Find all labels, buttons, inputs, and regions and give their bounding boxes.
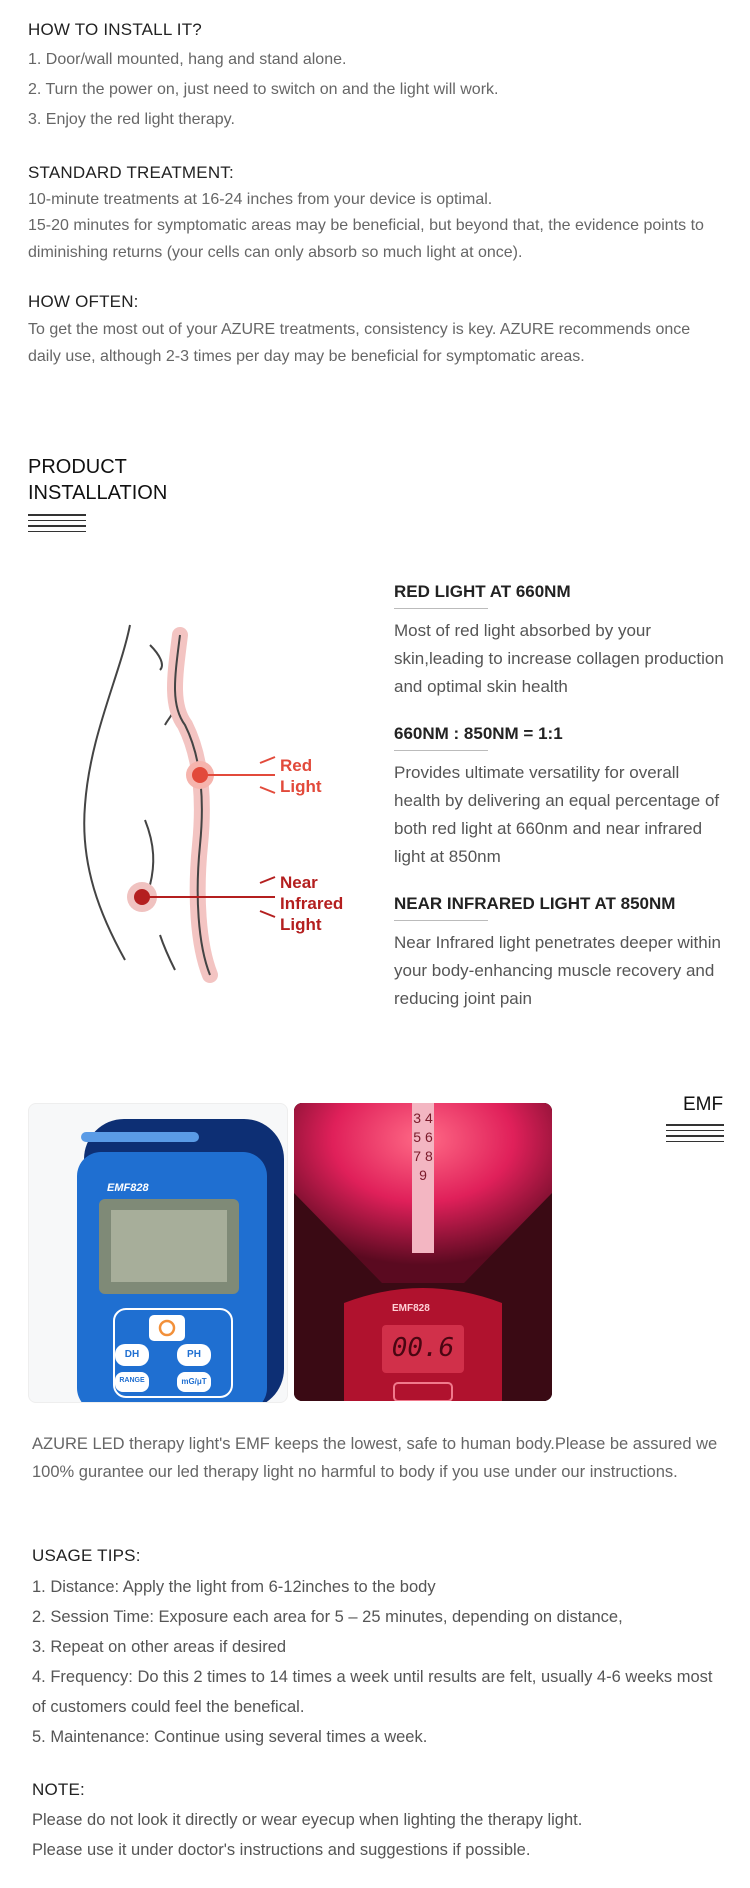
emf-title: EMF bbox=[683, 1094, 724, 1115]
usage-tip: 4. Frequency: Do this 2 times to 14 times a week until results are felt, usually 4-6 weeks most of customers could feel the benefical. bbox=[32, 1668, 713, 1716]
meter-reading: 00.6 bbox=[391, 1333, 455, 1363]
feature-divider bbox=[394, 920, 488, 921]
nir-light-label-line: Near bbox=[280, 873, 318, 892]
meter-brand: EMF828 bbox=[392, 1303, 430, 1314]
nir-light-label-line: Infrared bbox=[280, 894, 344, 913]
usage-tip: 5. Maintenance: Continue using several times a week. bbox=[32, 1728, 428, 1746]
feature-text: Provides ultimate versatility for overall health by delivering an equal percentage of both red light at 660nm and near infrared light at 850nm bbox=[394, 763, 720, 866]
feature-title: NEAR INFRARED LIGHT AT 850NM bbox=[394, 894, 676, 913]
meter-button-label: PH bbox=[187, 1349, 201, 1360]
feature-text: Most of red light absorbed by your skin,leading to increase collagen production and optimal skin health bbox=[394, 621, 724, 696]
feature-divider bbox=[394, 750, 488, 751]
usage-tip: 3. Repeat on other areas if desired bbox=[32, 1638, 287, 1656]
red-light-label-line: Red bbox=[280, 756, 313, 775]
feature-divider bbox=[394, 608, 488, 609]
install-step: 3. Enjoy the red light therapy. bbox=[28, 111, 235, 128]
feature-title: 660NM : 850NM = 1:1 bbox=[394, 724, 563, 743]
feature-text: Near Infrared light penetrates deeper within your body-enhancing muscle recovery and reducing joint pain bbox=[394, 933, 721, 1008]
usage-heading: USAGE TIPS: bbox=[32, 1546, 141, 1565]
red-light-label-line: Light bbox=[280, 777, 322, 796]
feature-nir bbox=[394, 894, 724, 1013]
emf-text: AZURE LED therapy light's EMF keeps the lowest, safe to human body.Please be assured we 100% gurantee our led therapy light no harmful to body if you use under our instructions. bbox=[32, 1435, 718, 1481]
note-lines bbox=[32, 1805, 722, 1865]
body-diagram bbox=[70, 615, 380, 990]
note-line: Please use it under doctor's instructions and suggestions if possible. bbox=[32, 1841, 531, 1859]
often-text: To get the most out of your AZURE treatments, consistency is key. AZURE recommends once daily use, although 2-3 times per day may be beneficial for symptomatic areas. bbox=[28, 321, 691, 365]
feature-ratio bbox=[394, 724, 724, 871]
note-heading: NOTE: bbox=[32, 1780, 85, 1799]
meter-button-label: RANGE bbox=[119, 1377, 145, 1384]
install-step: 1. Door/wall mounted, hang and stand alone. bbox=[28, 51, 347, 68]
meter-button-label: DH bbox=[124, 1349, 140, 1360]
meter-brand: EMF828 bbox=[107, 1182, 149, 1194]
install-heading: HOW TO INSTALL IT? bbox=[28, 20, 202, 39]
nir-light-label-line: Light bbox=[280, 915, 322, 934]
ruler-digits: 3 4 5 6 7 8 9 bbox=[413, 1110, 433, 1183]
feature-title: RED LIGHT AT 660NM bbox=[394, 582, 571, 601]
stripes-icon bbox=[666, 1124, 724, 1146]
red-light-label bbox=[280, 755, 322, 797]
installation-title-line: INSTALLATION bbox=[28, 482, 168, 504]
usage-tip: 2. Session Time: Exposure each area for 5 – 25 minutes, depending on distance, bbox=[32, 1608, 623, 1626]
nir-light-label bbox=[280, 872, 343, 935]
meter-button-label: mG/μT bbox=[181, 1377, 207, 1386]
emf-meter-svg bbox=[29, 1104, 287, 1402]
emf-meter-photo bbox=[28, 1103, 288, 1403]
feature-red bbox=[394, 582, 724, 701]
usage-tips bbox=[32, 1572, 722, 1752]
install-step: 2. Turn the power on, just need to switch on and the light will work. bbox=[28, 81, 499, 98]
installation-title-line: PRODUCT bbox=[28, 456, 127, 478]
standard-heading: STANDARD TREATMENT: bbox=[28, 163, 234, 182]
usage-tip: 1. Distance: Apply the light from 6-12inches to the body bbox=[32, 1578, 436, 1596]
stripes-icon bbox=[28, 514, 86, 536]
standard-line: 15-20 minutes for symptomatic areas may be beneficial, but beyond that, the evidence points to diminishing returns (your cells can only absorb so much light at once). bbox=[28, 217, 704, 261]
emf-test-photo bbox=[294, 1103, 552, 1401]
standard-line: 10-minute treatments at 16-24 inches from your device is optimal. bbox=[28, 191, 493, 208]
note-line: Please do not look it directly or wear eyecup when lighting the therapy light. bbox=[32, 1811, 583, 1829]
installation-title bbox=[28, 454, 167, 506]
often-heading: HOW OFTEN: bbox=[28, 292, 139, 311]
